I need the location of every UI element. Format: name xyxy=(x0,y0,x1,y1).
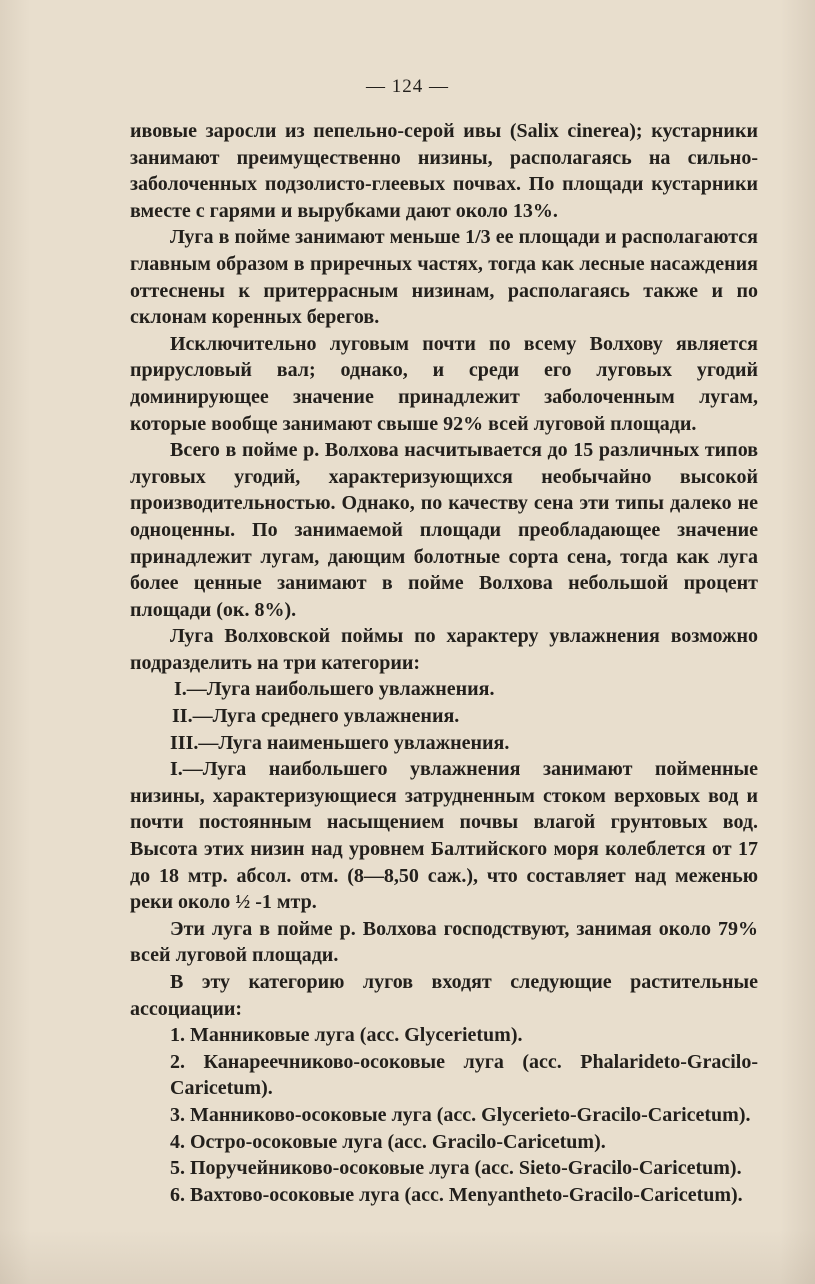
association-item: 5. Поручейниково-осоковые луга (асс. Sieto-Gracilo-Caricetum). xyxy=(170,1157,742,1180)
paragraph: Исключительно луговым почти по всему Волхову является прирусловый вал; однако, и среди его луговых угодий доминирующее значение принадлежит заболоченным лугам, которые вообще занимают свыше 92% всей луговой площади. xyxy=(130,332,758,435)
category-item: I.—Луга наибольшего увлажнения. xyxy=(174,678,495,701)
association-item: 6. Вахтово-осоковые луга (асс. Menyantheto-Gracilo-Caricetum). xyxy=(170,1183,743,1206)
page-number: — 124 — xyxy=(366,76,449,97)
category-item: III.—Луга наименьшего увлажнения. xyxy=(170,731,510,754)
association-item: 3. Манниково-осоковые луга (асс. Glycerieto-Gracilo-Caricetum). xyxy=(170,1103,751,1126)
association-item: 2. Канареечниково-осоковые луга (асс. Phalarideto-Gracilo-Caricetum). xyxy=(170,1050,758,1100)
category-item: II.—Луга среднего увлажнения. xyxy=(172,705,460,728)
paragraph: ивовые заросли из пепельно-серой ивы (Salix cinerea); кустарники занимают преимущественно низины, располагаясь на сильно-заболоченных подзолисто-глеевых почвах. По площади кустарники вместе с гарями и вырубками дают около 13%. xyxy=(130,120,758,222)
association-item: 4. Остро-осоковые луга (асс. Gracilo-Caricetum). xyxy=(170,1130,606,1153)
paragraph: В эту категорию лугов входят следующие растительные ассоциации: xyxy=(130,971,758,1020)
association-item: 1. Манниковые луга (асс. Glycerietum). xyxy=(170,1024,523,1047)
paragraph: Всего в пойме р. Волхова насчитывается до 15 различных типов луговых угодий, характеризующихся необычайно высокой производительностью. Однако, по качеству сена эти типы далеко не одноценны. По занимаемой площади преобладающее значение принадлежит лугам, дающим болотные сорта сена, тогда как луга более ценные занимают в пойме Волхова небольшой процент площади (ок. 8%). xyxy=(130,439,758,621)
paragraph: Луга Волховской поймы по характеру увлажнения возможно подразделить на три категории: xyxy=(130,625,758,674)
paragraph: Эти луга в пойме р. Волхова господствуют, занимая около 79% всей луговой площади. xyxy=(130,917,758,967)
paragraph: Луга в пойме занимают меньше 1/3 ее площади и располагаются главным образом в приречных частях, тогда как лесные насаждения оттеснены к притеррасным низинам, располагаясь также и по склонам коренных берегов. xyxy=(130,226,758,329)
paragraph: I.—Луга наибольшего увлажнения занимают пойменные низины, характеризующиеся затрудненным стоком верховых вод и почти постоянным насыщением почвы влагой грунтовых вод. Высота этих низин над уровнем Балтийского моря колеблется от 17 до 18 мтр. абсол. отм. (8—8,50 саж.), что составляет над меженью реки около ½ -1 мтр. xyxy=(130,758,758,914)
body-text xyxy=(130,118,758,1208)
